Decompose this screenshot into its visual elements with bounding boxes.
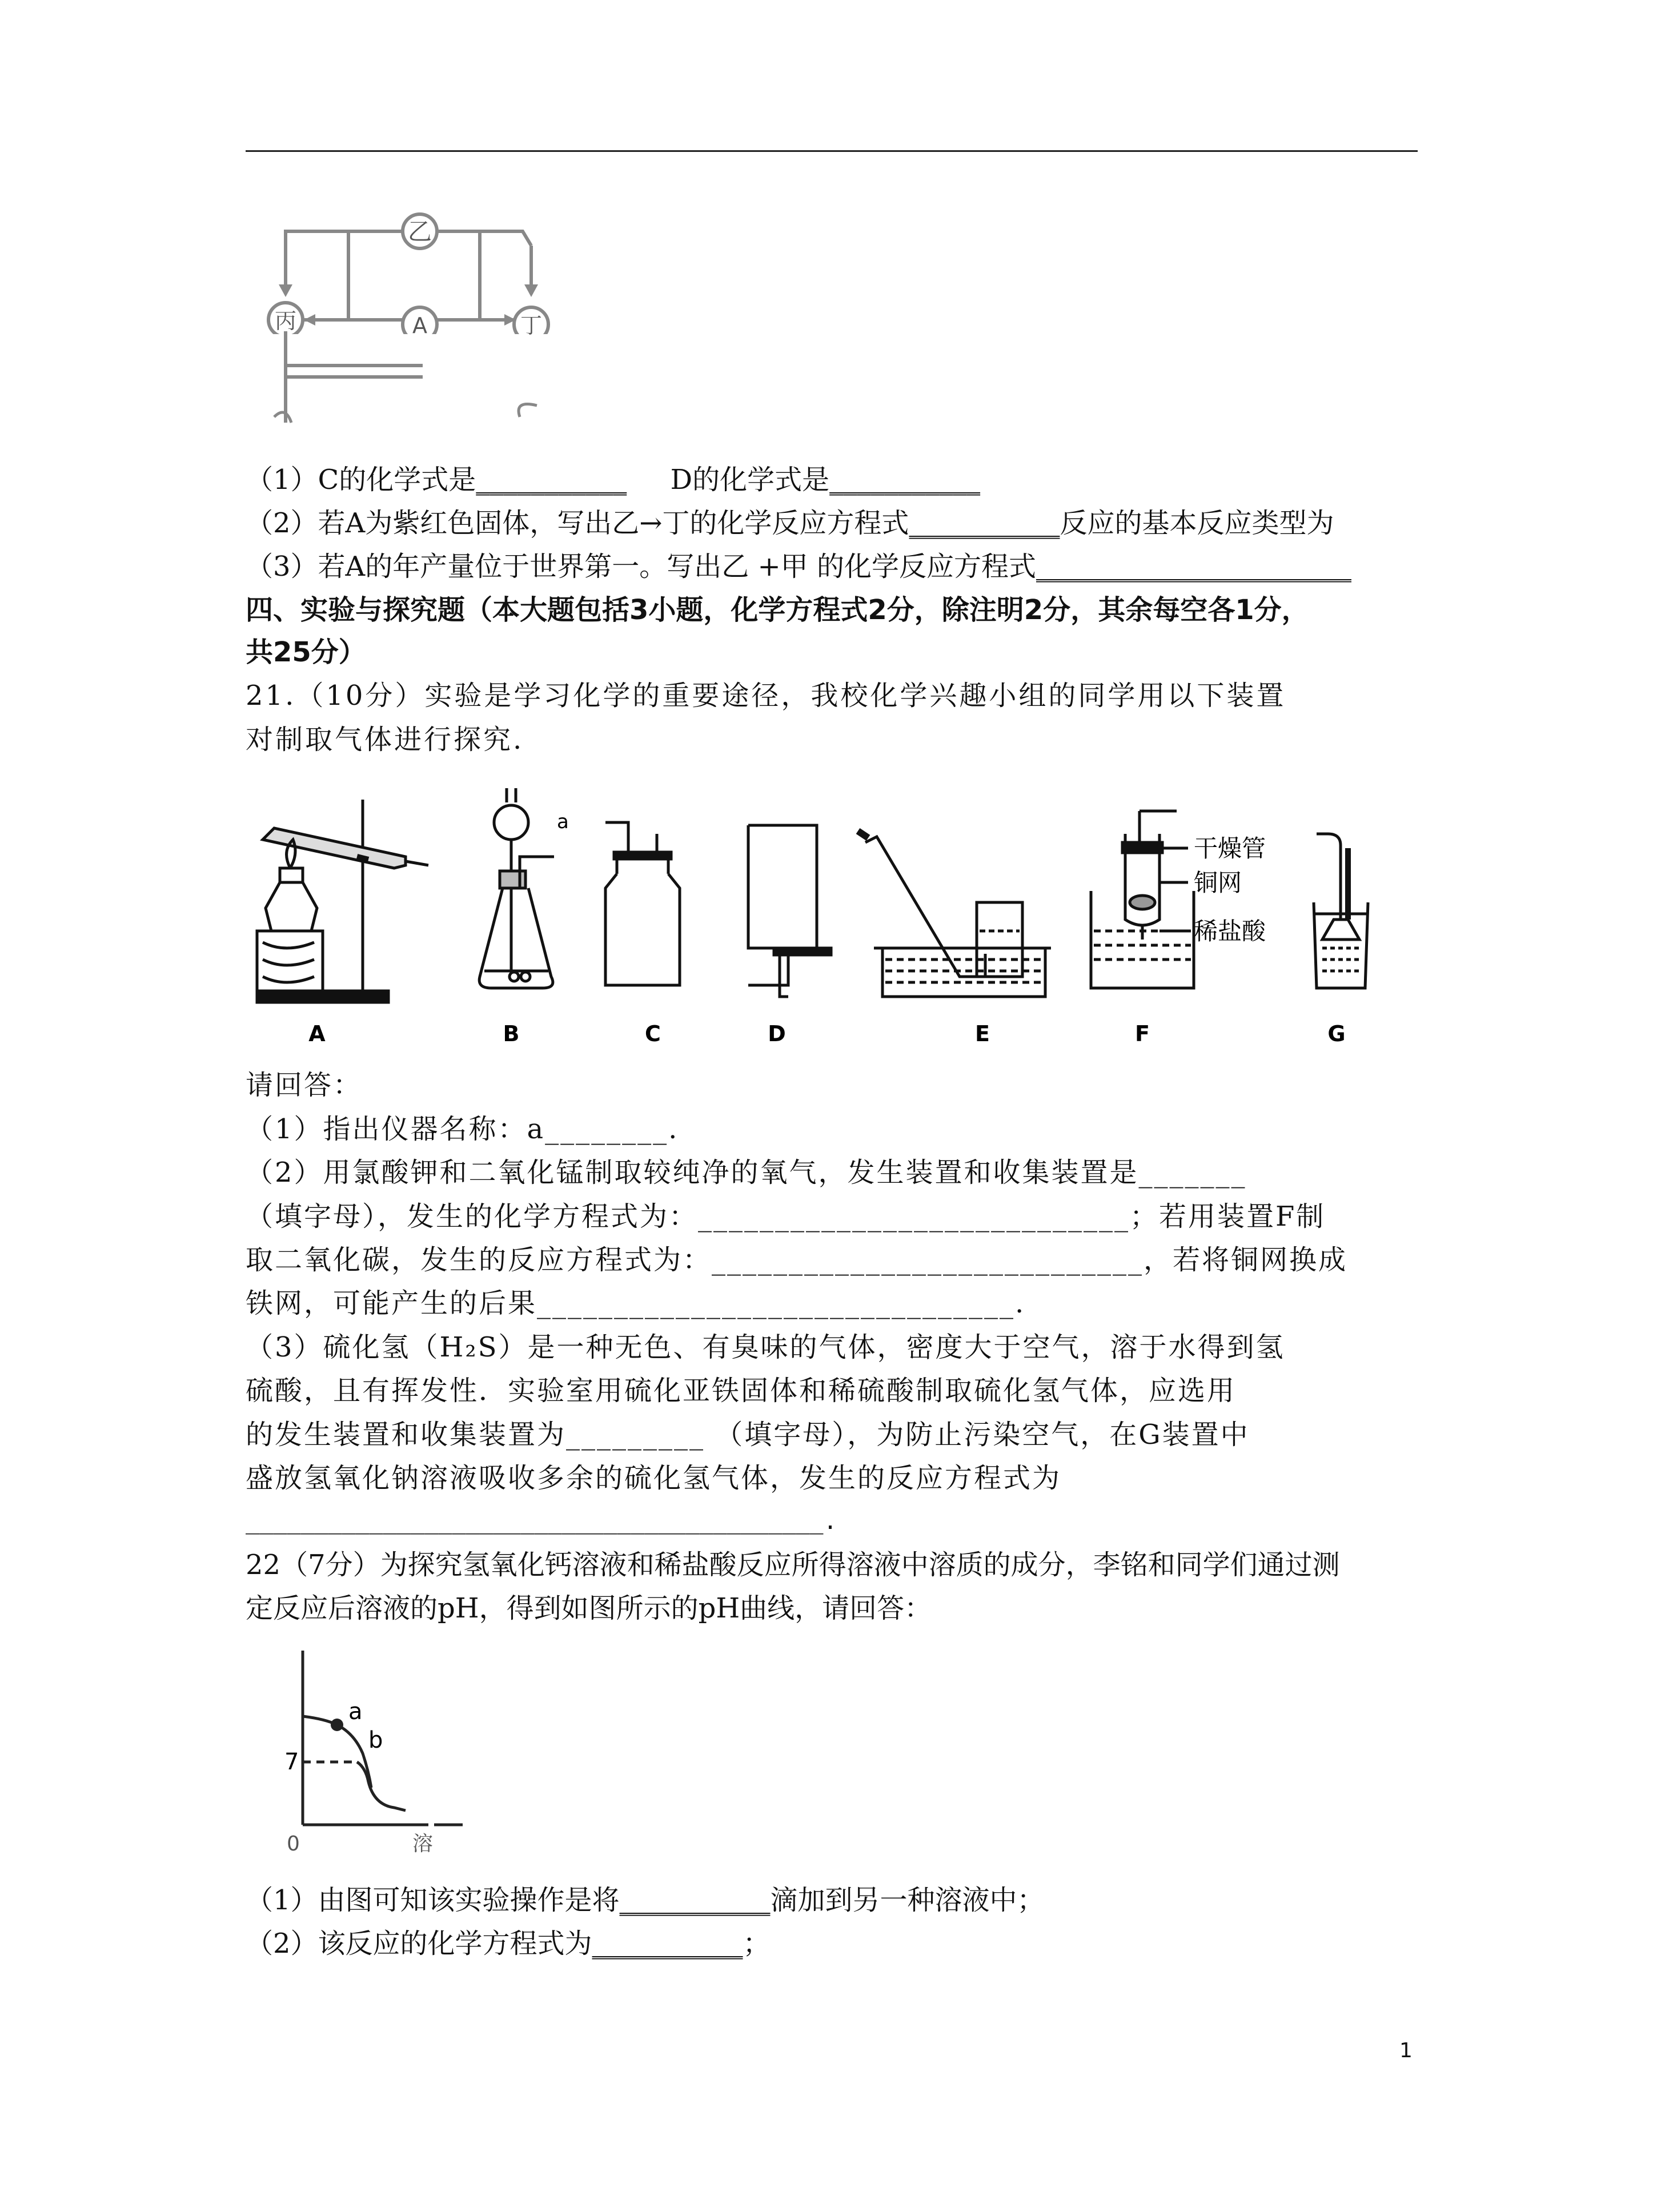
apparatus-label-D: D <box>768 1021 786 1046</box>
apparatus-label-G: G <box>1327 1021 1346 1046</box>
q20-text: （3）若A的年产量位于世界第一。写出乙 +甲 的化学反应方程式 <box>246 551 1036 583</box>
answer-blank[interactable]: ___________ <box>476 464 627 496</box>
label-a: a <box>557 810 569 833</box>
answer-prompt: 请回答： <box>246 1069 363 1101</box>
f-label-coppernet: 铜网 <box>1194 869 1242 897</box>
q20-line2 <box>246 502 1334 544</box>
apparatus-label-A: A <box>308 1021 326 1046</box>
q21-s3-line4: 盛放氢氧化钠溶液吸收多余的硫化氢气体，发生的反应方程式为 <box>246 1462 1062 1494</box>
q21-s2-line3: 取二氧化碳，发生的反应方程式为：____________________________，若将铜网换成 <box>246 1244 1348 1276</box>
f-label-acid: 稀盐酸 <box>1194 917 1266 945</box>
q21-s2-line4: 铁网，可能产生的后果_______________________________. <box>246 1287 1026 1319</box>
section-heading: 四、实验与探究题（本大题包括3小题，化学方程式2分，除注明2分，其余每空各1分， <box>246 594 1309 626</box>
q21-intro-cont: 对制取气体进行探究. <box>246 724 524 756</box>
apparatus-label-F: F <box>1135 1021 1150 1046</box>
q21-s3-line3: 的发生装置和收集装置为_________ （填字母），为防止污染空气，在G装置中 <box>246 1419 1250 1451</box>
q22-text: （2）该反应的化学方程式为 <box>246 1928 592 1960</box>
apparatus-label-E: E <box>975 1021 990 1046</box>
apparatus-figure <box>246 788 1388 1057</box>
q22-intro-cont: 定反应后溶液的pH，得到如图所示的pH曲线，请回答： <box>246 1592 932 1624</box>
f-label-drytube: 干燥管 <box>1194 834 1266 862</box>
node-bing: 丙 <box>274 308 297 334</box>
q20-text: 反应的基本反应类型为 <box>1060 507 1334 539</box>
q22-s2 <box>246 1922 771 1965</box>
q20-text: （2）若A为紫红色固体，写出乙→丁的化学反应方程式 <box>246 507 909 539</box>
header-rule <box>246 150 1418 152</box>
q22-intro: 22（7分）为探究氢氧化钙溶液和稀盐酸反应所得溶液中溶质的成分，李铭和同学们通过测 <box>246 1549 1340 1581</box>
page-number: 1 <box>1399 2039 1413 2062</box>
label-ph7: 7 <box>284 1749 299 1775</box>
answer-blank[interactable]: ___________ <box>592 1928 743 1960</box>
q20-text: D的化学式是 <box>670 464 830 496</box>
q21-s3-line5: __________________________________________. <box>246 1508 837 1535</box>
answer-blank[interactable]: _______________________ <box>1036 551 1351 583</box>
section-heading-cont: 共25分） <box>246 636 366 668</box>
q20-text: （1）C的化学式是 <box>246 464 476 496</box>
q21-intro: 21.（10分）实验是学习化学的重要途径，我校化学兴趣小组的同学用以下装置 <box>246 680 1286 712</box>
answer-blank[interactable]: ___________ <box>909 507 1060 539</box>
q21-s2-line1: （2）用氯酸钾和二氧化锰制取较纯净的氧气，发生装置和收集装置是_______ <box>246 1157 1247 1189</box>
q22-s1 <box>246 1879 1045 1921</box>
q20-line3 <box>246 545 1351 588</box>
answer-blank[interactable]: ___________ <box>829 464 981 496</box>
q22-text: 滴加到另一种溶液中； <box>770 1884 1045 1916</box>
origin-label: 0 <box>287 1832 300 1856</box>
x-axis-label: 溶 <box>412 1832 434 1856</box>
q21-s1: （1）指出仪器名称：a________. <box>246 1113 679 1145</box>
q22-text: （1）由图可知该实验操作是将 <box>246 1884 620 1916</box>
label-a: a <box>348 1699 363 1725</box>
answer-blank[interactable]: ___________ <box>619 1884 771 1916</box>
top-relationship-diagram <box>251 188 571 434</box>
node-a: A <box>412 313 427 338</box>
q21-s2-line2: （填字母），发生的化学方程式为：____________________________；若用装置F制 <box>246 1201 1326 1233</box>
q20-line1 <box>246 459 980 501</box>
apparatus-label-B: B <box>503 1021 520 1046</box>
q22-text: ； <box>743 1928 771 1960</box>
ph-curve-graph <box>246 1639 486 1868</box>
label-b: b <box>368 1727 383 1753</box>
q21-s3-line2: 硫酸，且有挥发性．实验室用硫化亚铁固体和稀硫酸制取硫化氢气体，应选用 <box>246 1375 1237 1407</box>
node-ding: 丁 <box>520 313 543 338</box>
q21-s3-line1: （3）硫化氢（H₂S）是一种无色、有臭味的气体，密度大于空气，溶于水得到氢 <box>246 1331 1285 1363</box>
node-yi: 乙 <box>407 218 432 246</box>
point-a <box>331 1719 343 1731</box>
apparatus-label-C: C <box>645 1021 661 1046</box>
